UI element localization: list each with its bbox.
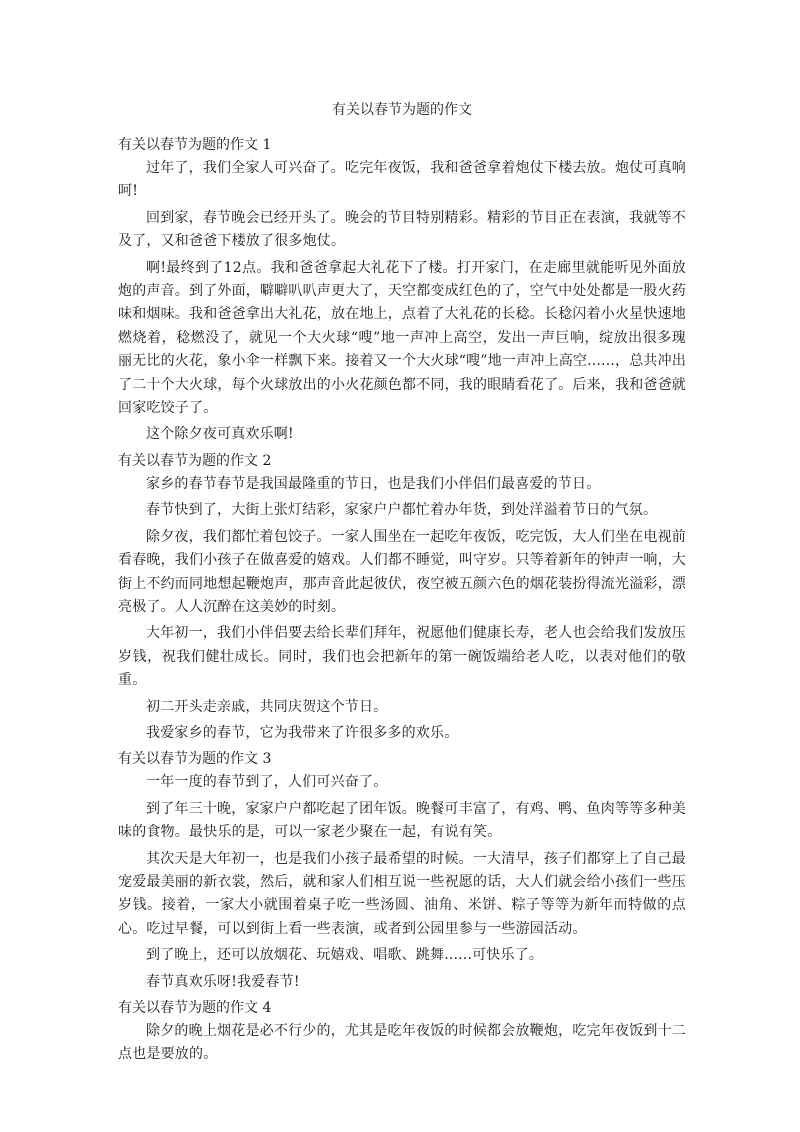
essay-section-1 bbox=[118, 134, 686, 447]
paragraph: 春节快到了，大街上张灯结彩，家家户户都忙着办年货，到处洋溢着节日的气氛。 bbox=[146, 502, 658, 519]
paragraph: 春节真欢乐呀!我爱春节! bbox=[146, 973, 300, 990]
paragraph: 过年了，我们全家人可兴奋了。吃完年夜饭，我和爸爸拿着炮仗下楼去放。炮仗可真响呵! bbox=[118, 160, 686, 200]
paragraph: 一年一度的春节到了，人们可兴奋了。 bbox=[146, 774, 388, 791]
document-title: 有关以春节为题的作文 bbox=[332, 102, 472, 118]
section-heading: 有关以春节为题的作文 4 bbox=[118, 1000, 272, 1016]
paragraph: 除夕夜，我们都忙着包饺子。一家人围坐在一起吃年夜饭，吃完饭，大人们坐在电视前看春晚，我们小孩子在做喜爱的嬉戏。人们都不睡觉，叫守岁。只等着新年的钟声一响，大街上不约而同地想起鞭炮声，那声音此起彼伏，夜空被五颜六色的烟花装扮得流光溢彩，漂亮极了。人人沉醉在这美妙的时刻。 bbox=[118, 528, 686, 615]
paragraph: 啊!最终到了12点。我和爸爸拿起大礼花下了楼。打开家门，在走廊里就能听见外面放炮的声音。到了外面，噼噼叭叭声更大了，天空都变成红色的了，空气中处处都是一股火药味和烟味。我和爸爸拿出大礼花，放在地上，点着了大礼花的长稔。长稔闪着小火星快速地燃烧着，稔燃没了，就见一个大火球“嗖”地一声冲上高空，发出一声巨响，绽放出很多瑰丽无比的火花，象小伞一样飘下来。接着又一个大火球“嗖”地一声冲上高空......，总共冲出了二十个大火球，每个火球放出的小火花颜色都不同，我的眼睛看花了。后来，我和爸爸就回家吃饺子了。 bbox=[118, 259, 687, 417]
paragraph: 到了晚上，还可以放烟花、玩嬉戏、唱歌、跳舞......可快乐了。 bbox=[146, 947, 544, 964]
paragraph: 其次天是大年初一，也是我们小孩子最希望的时候。一大清早，孩子们都穿上了自己最宠爱最美丽的新衣裳，然后，就和家人们相互说一些祝愿的话，大人们就会给小孩们一些压岁钱。接着，一家大小就围着桌子吃一些汤圆、油角、米饼、粽子等等为新年而特做的点心。吃过早餐，可以到街上看一些表演，或者到公园里参与一些游园活动。 bbox=[118, 850, 686, 937]
paragraph: 除夕的晚上烟花是必不行少的，尤其是吃年夜饭的时候都会放鞭炮，吃完年夜饭到十二点也是要放的。 bbox=[118, 1023, 686, 1063]
paragraph: 这个除夕夜可真欢乐啊! bbox=[146, 426, 294, 443]
paragraph: 大年初一，我们小伴侣要去给长辈们拜年，祝愿他们健康长寿，老人也会给我们发放压岁钱，祝我们健壮成长。同时，我们也会把新年的第一碗饭端给老人吃，以表对他们的敬重。 bbox=[118, 625, 686, 689]
paragraph: 我爱家乡的春节，它为我带来了许很多多的欢乐。 bbox=[146, 724, 459, 741]
paragraph: 初二开头走亲戚，共同庆贺这个节日。 bbox=[146, 698, 388, 715]
document-page bbox=[118, 100, 686, 1070]
essay-section-2 bbox=[118, 450, 686, 745]
section-heading: 有关以春节为题的作文 3 bbox=[118, 751, 272, 768]
section-heading: 有关以春节为题的作文 1 bbox=[118, 137, 272, 153]
essay-section-3 bbox=[118, 748, 686, 994]
paragraph: 到了年三十晚，家家户户都吃起了团年饭。晚餐可丰富了，有鸡、鸭、鱼肉等等多种美味的食物。最快乐的是，可以一家老少聚在一起，有说有笑。 bbox=[118, 800, 686, 841]
paragraph: 家乡的春节春节是我国最隆重的节日，也是我们小伴侣们最喜爱的节日。 bbox=[146, 475, 601, 492]
essay-section-4 bbox=[118, 997, 686, 1067]
section-heading: 有关以春节为题的作文 2 bbox=[118, 452, 272, 469]
paragraph: 回到家，春节晚会已经开头了。晚会的节目特别精彩。精彩的节目正在表演，我就等不及了，又和爸爸下楼放了很多炮仗。 bbox=[118, 209, 686, 250]
